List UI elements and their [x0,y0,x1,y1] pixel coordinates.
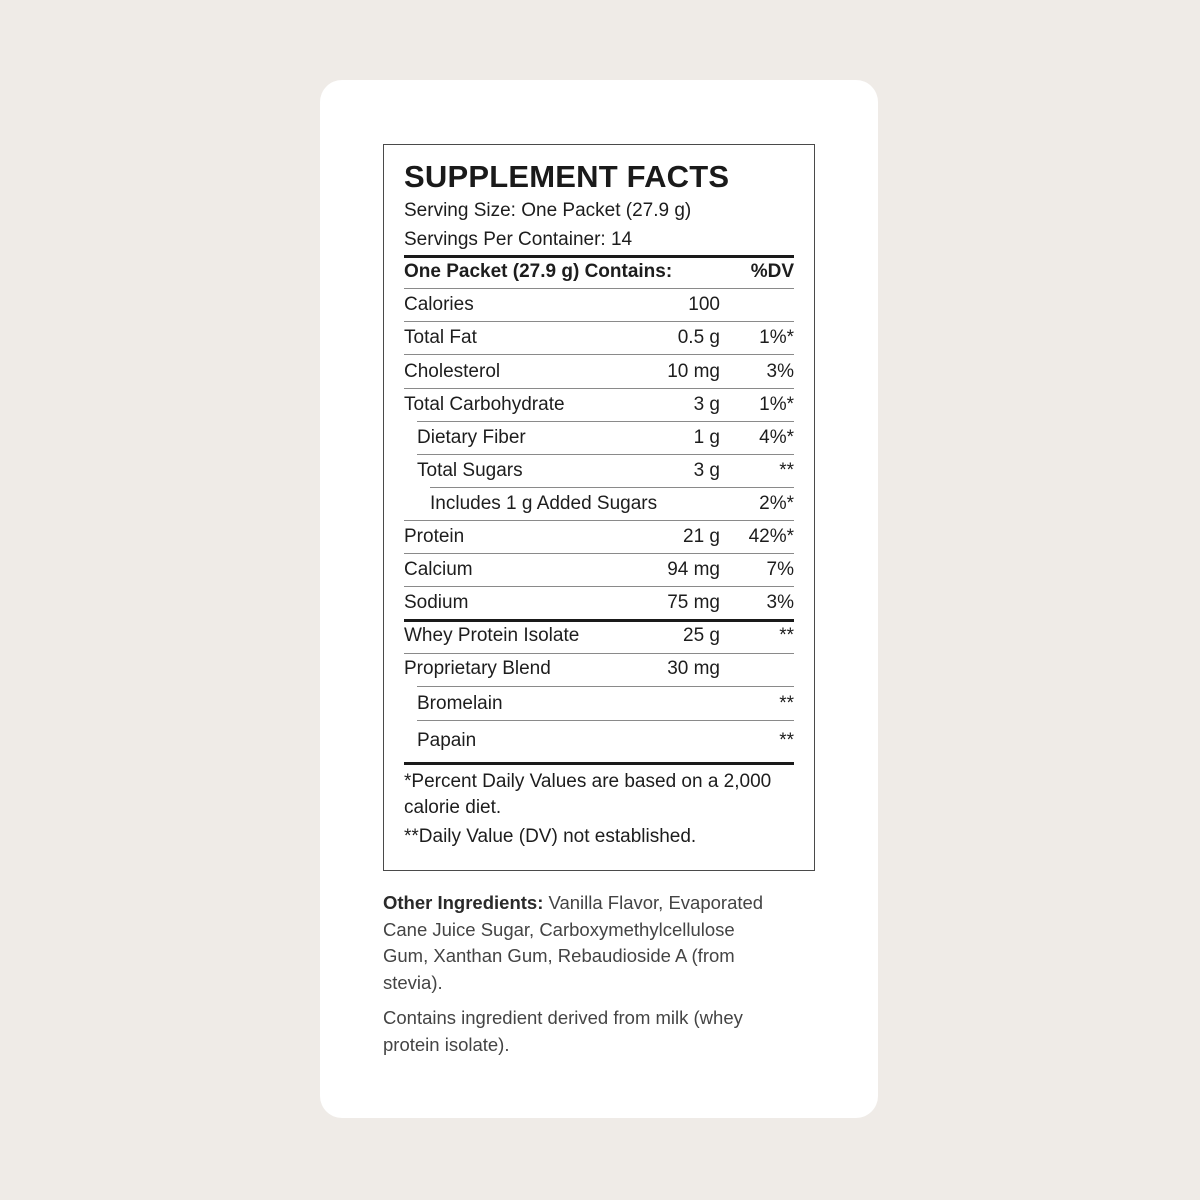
nutrient-label: Total Fat [404,327,477,348]
row-divider [404,288,794,289]
nutrient-amount: 3 g [693,460,720,481]
nutrient-label: Total Sugars [417,460,523,481]
other-ingredients-label: Other Ingredients: [383,892,544,913]
nutrient-label: Proprietary Blend [404,658,551,679]
row-divider [404,321,794,322]
facts-header-label: One Packet (27.9 g) Contains: [404,261,673,282]
row-divider [404,653,794,654]
nutrient-dv: 42%* [748,526,794,547]
row-divider [417,421,794,422]
nutrient-label: Cholesterol [404,361,501,382]
nutrient-label: Bromelain [417,693,503,714]
nutrient-amount: 100 [688,294,720,315]
ingredient-row-papain [404,730,794,762]
nutrient-label: Protein [404,526,465,547]
nutrient-dv: ** [779,730,794,751]
row-divider [404,354,794,355]
other-ingredients-text: Vanilla Flavor, Evaporated Cane Juice Sugar, Carboxymethylcellulose Gum, Xanthan Gum, Rebaudioside A (from stevia). [383,892,764,993]
nutrient-dv: 3% [766,592,794,613]
row-divider [404,388,794,389]
nutrient-label: Whey Protein Isolate [404,625,580,646]
nutrient-label: Calcium [404,559,473,580]
row-divider [404,520,794,521]
nutrient-amount: 75 mg [667,592,720,613]
nutrient-amount: 0.5 g [677,327,720,348]
nutrient-dv: ** [779,693,794,714]
thick-divider-bottom [404,762,794,765]
serving-size: Serving Size: One Packet (27.9 g) [404,200,692,221]
nutrient-dv: 1%* [759,327,794,348]
nutrient-dv: ** [779,625,794,646]
row-divider [417,686,794,687]
other-ingredients [383,890,783,996]
row-divider [417,720,794,721]
row-divider [404,553,794,554]
facts-header-row [404,261,794,283]
facts-title: SUPPLEMENT FACTS [404,159,730,194]
row-divider [430,487,794,488]
nutrient-label: Includes 1 g Added Sugars [430,493,658,514]
nutrient-label: Calories [404,294,474,315]
thick-divider-middle [404,619,794,622]
row-divider [404,586,794,587]
footnote-dv-not-established: **Daily Value (DV) not established. [404,826,697,847]
nutrient-amount: 30 mg [667,658,720,679]
supplement-facts-panel [383,144,815,871]
nutrient-amount: 25 g [683,625,720,646]
nutrient-label: Papain [417,730,477,751]
nutrient-amount: 21 g [683,526,720,547]
nutrient-dv: 3% [766,361,794,382]
nutrient-label: Dietary Fiber [417,427,526,448]
row-divider [417,454,794,455]
nutrient-dv: 1%* [759,394,794,415]
footnote-daily-values: *Percent Daily Values are based on a 2,000 calorie diet. [404,771,772,818]
nutrient-label: Sodium [404,592,469,613]
nutrient-dv: 7% [766,559,794,580]
nutrient-dv: ** [779,460,794,481]
nutrient-dv: 2%* [759,493,794,514]
nutrient-label: Total Carbohydrate [404,394,565,415]
nutrient-amount: 94 mg [667,559,720,580]
nutrient-amount: 10 mg [667,361,720,382]
nutrient-amount: 1 g [693,427,720,448]
thick-divider-top [404,255,794,258]
nutrient-amount: 3 g [693,394,720,415]
facts-header-dv: %DV [750,261,794,282]
allergen-statement: Contains ingredient derived from milk (whey protein isolate). [383,1007,743,1055]
nutrient-dv: 4%* [759,427,794,448]
servings-per-container: Servings Per Container: 14 [404,229,633,250]
